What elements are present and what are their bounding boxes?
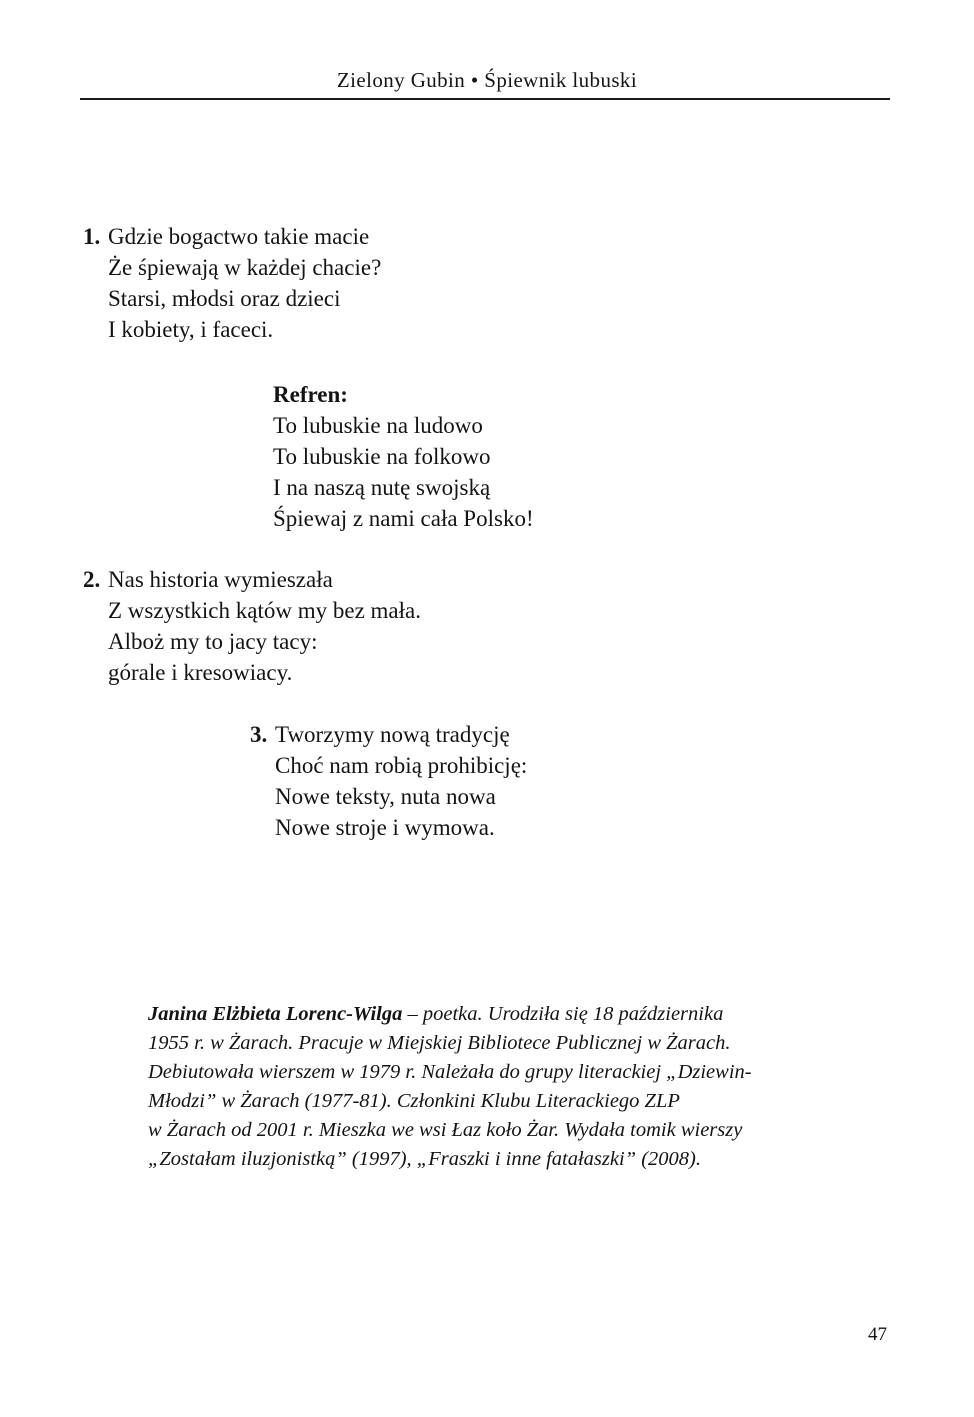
bio-line: 1955 r. w Żarach. Pracuje w Miejskiej Bibliotece Publicznej w Żarach. — [148, 1032, 731, 1054]
verse-line: Alboż my to jacy tacy: — [108, 629, 318, 654]
author-bio — [148, 1000, 838, 1174]
verse-line: górale i kresowiacy. — [108, 660, 293, 685]
refrain-line: To lubuskie na folkowo — [273, 444, 491, 469]
verse-line — [83, 221, 381, 252]
verse-number: 2. — [83, 567, 101, 592]
verse-line — [83, 564, 421, 595]
verse-line — [250, 719, 527, 750]
verse-line-text: Tworzymy nową tradycję — [275, 722, 510, 747]
verse-number: 1. — [83, 224, 101, 249]
bio-line: Młodzi” w Żarach (1977-81). Członkini Klubu Literackiego ZLP — [148, 1090, 680, 1112]
verse-number: 3. — [250, 722, 268, 747]
bio-line: „Zostałam iluzjonistką” (1997), „Fraszki i inne fatałaszki” (2008). — [148, 1148, 701, 1170]
refrain-line: To lubuskie na ludowo — [273, 413, 483, 438]
header-rule — [80, 98, 890, 100]
verse-line: Nowe stroje i wymowa. — [275, 815, 495, 840]
refrain-line: Śpiewaj z nami cała Polsko! — [273, 506, 534, 531]
refrain-line: I na naszą nutę swojską — [273, 475, 491, 500]
verse-line: Że śpiewają w każdej chacie? — [108, 255, 382, 280]
running-head-title: Zielony Gubin • Śpiewnik lubuski — [336, 68, 638, 92]
verse-line: Starsi, młodsi oraz dzieci — [108, 286, 341, 311]
verse-line: Nowe teksty, nuta nowa — [275, 784, 496, 809]
verse-line-text: Gdzie bogactwo takie macie — [108, 224, 370, 249]
author-name: Janina Elżbieta Lorenc-Wilga — [148, 1003, 403, 1025]
verse-line: Choć nam robią prohibicję: — [275, 753, 528, 778]
verse-1 — [83, 221, 381, 345]
bio-line-text: – poetka. Urodziła się 18 października — [402, 1003, 724, 1025]
bio-line — [148, 1000, 838, 1029]
verse-2 — [83, 564, 421, 688]
page-number: 47 — [868, 1324, 887, 1345]
verse-line: Z wszystkich kątów my bez mała. — [108, 598, 421, 623]
refrain — [273, 379, 534, 534]
bio-line: w Żarach od 2001 r. Mieszka we wsi Łaz koło Żar. Wydała tomik wierszy — [148, 1119, 743, 1141]
bio-line: Debiutowała wierszem w 1979 r. Należała do grupy literackiej „Dziewin- — [148, 1061, 752, 1083]
verse-line-text: Nas historia wymieszała — [108, 567, 333, 592]
verse-3 — [250, 719, 527, 843]
refrain-label: Refren: — [273, 382, 348, 407]
verse-line: I kobiety, i faceci. — [108, 317, 274, 342]
